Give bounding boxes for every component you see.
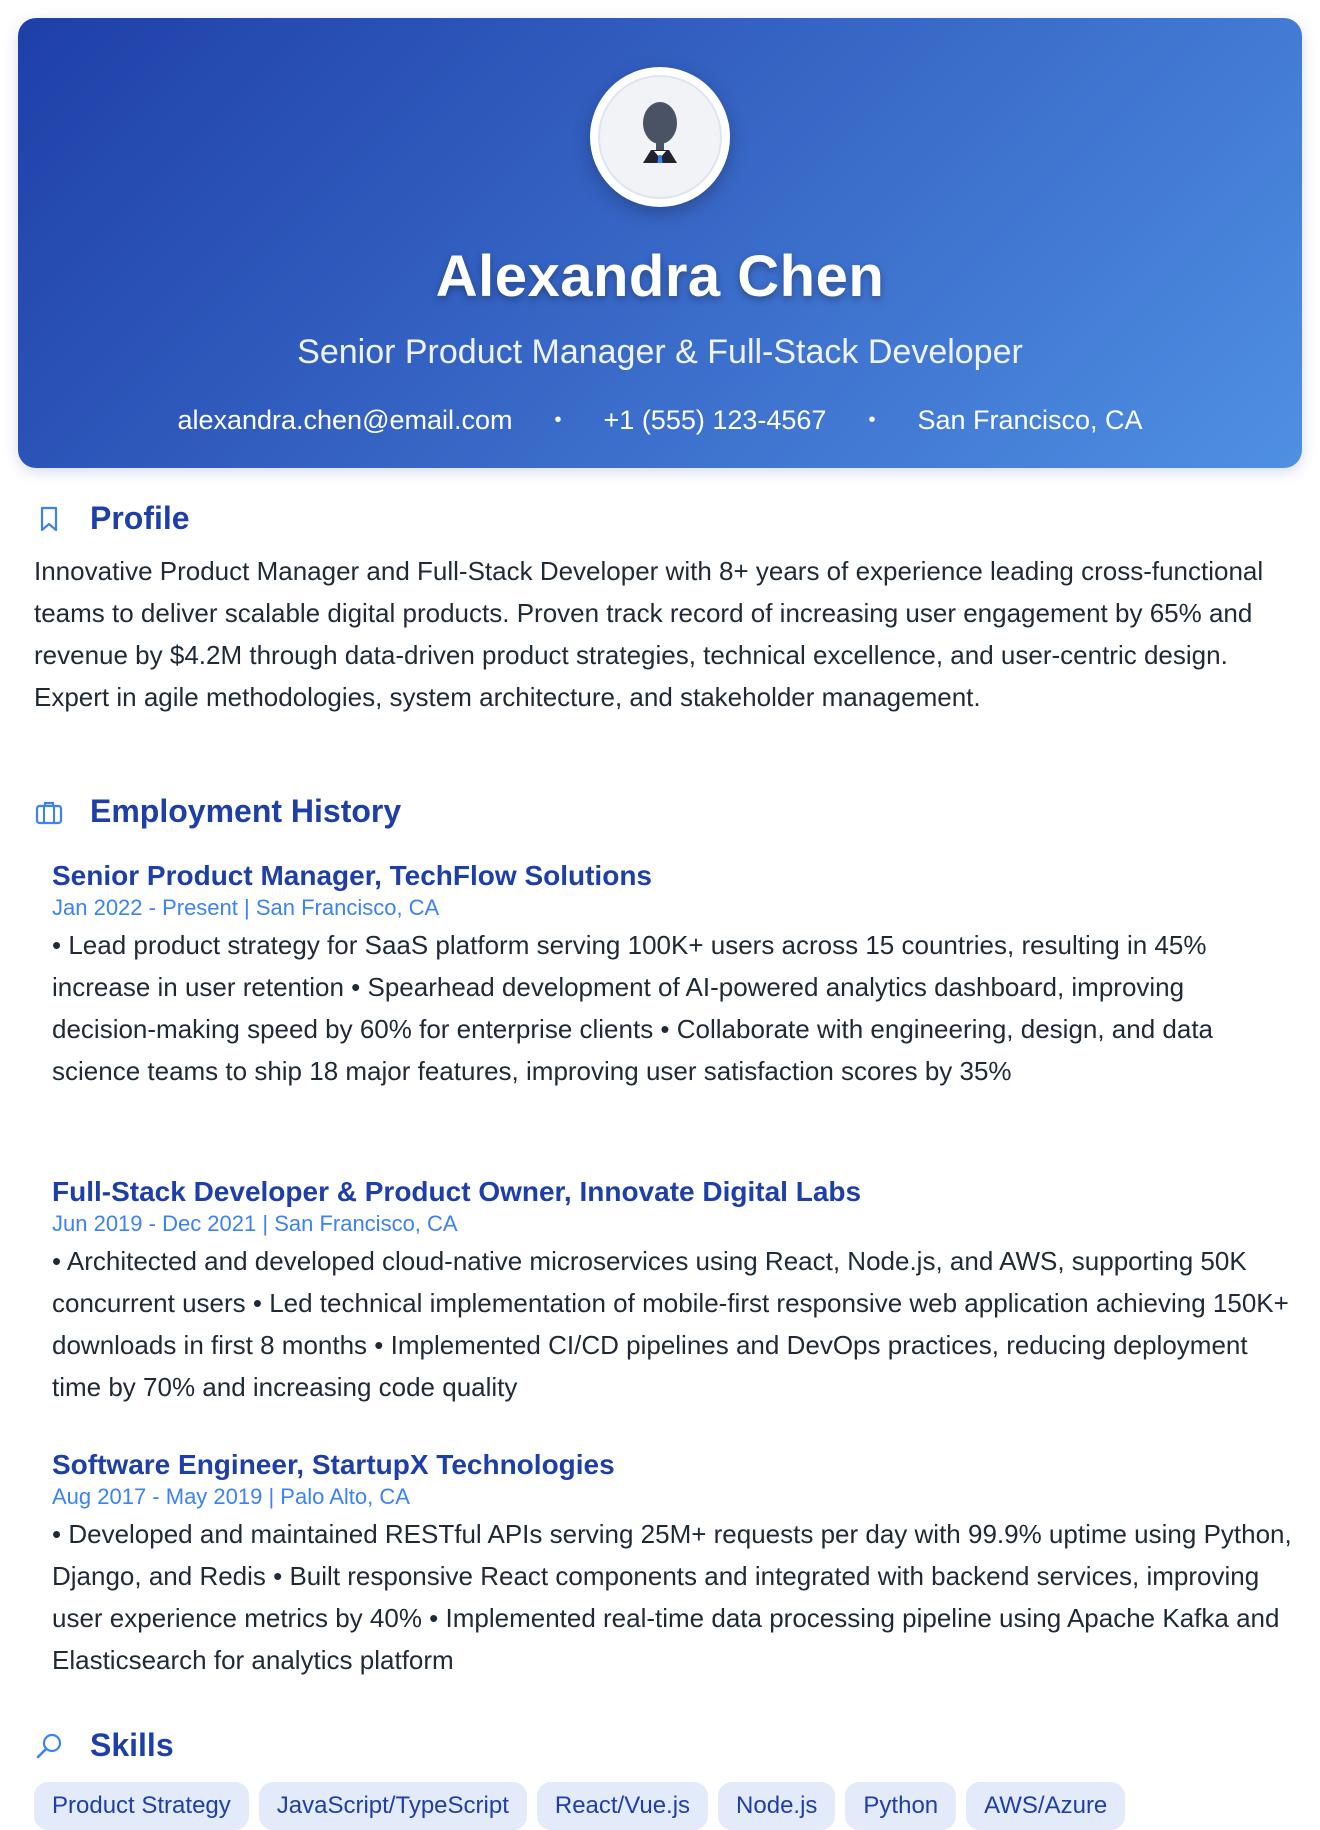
skill-chip: AWS/Azure [966,1782,1125,1830]
skill-chip: Product Strategy [34,1782,249,1830]
skill-chip: Node.js [718,1782,835,1830]
person-icon [590,67,730,207]
bookmark-icon [34,504,64,534]
job-entry [52,1174,1292,1408]
contact-separator: • [868,409,876,431]
job-entry [52,858,1292,1092]
skills-list [34,1782,1125,1830]
profile-summary: Innovative Product Manager and Full-Stack Developer with 8+ years of experience leading cross-functional teams to deliver scalable digital products. Proven track record of increasing user engagement by 65% and revenue by $4.2M through data-driven product strategies, technical excellence, and user-centric design. Expert in agile methodologies, system architecture, and stakeholder management. [34,556,1264,712]
avatar [590,67,730,207]
job-title: Software Engineer, StartupX Technologies [52,1449,615,1480]
job-title: Senior Product Manager, TechFlow Solutions [52,860,652,891]
job-meta: Jun 2019 - Dec 2021 | San Francisco, CA [52,1211,458,1236]
candidate-title: Senior Product Manager & Full-Stack Developer [297,333,1023,371]
contact-separator: • [554,409,562,431]
profile-title: Profile [90,500,190,536]
location-text: San Francisco, CA [917,405,1143,435]
skills-section-heading [34,1727,174,1764]
profile-section-heading [34,500,190,537]
skills-title: Skills [90,1727,174,1763]
phone-link[interactable]: +1 (555) 123-4567 [603,405,827,435]
resume-header [18,18,1302,468]
employment-section-heading [34,793,401,830]
email-link[interactable]: alexandra.chen@email.com [177,405,513,435]
job-entry [52,1447,1292,1681]
skill-chip: Python [845,1782,956,1830]
skill-chip: React/Vue.js [537,1782,708,1830]
job-meta: Jan 2022 - Present | San Francisco, CA [52,895,440,920]
contact-info [18,405,1302,436]
job-description: • Architected and developed cloud-native microservices using React, Node.js, and AWS, supporting 50K concurrent users • Led technical implementation of mobile-first responsive web application achieving 150K+ downloads in first 8 months • Implemented CI/CD pipelines and DevOps practices, reducing deployment time by 70% and increasing code quality [52,1246,1289,1402]
job-description: • Lead product strategy for SaaS platform serving 100K+ users across 15 countries, resulting in 45% increase in user retention • Spearhead development of AI-powered analytics dashboard, improving decision-making speed by 60% for enterprise clients • Collaborate with engineering, design, and data science teams to ship 18 major features, improving user satisfaction scores by 35% [52,930,1214,1086]
candidate-name: Alexandra Chen [435,244,885,309]
job-description: • Developed and maintained RESTful APIs serving 25M+ requests per day with 99.9% uptime using Python, Django, and Redis • Built responsive React components and integrated with backend services, improving user experience metrics by 40% • Implemented real-time data processing pipeline using Apache Kafka and Elasticsearch for analytics platform [52,1519,1292,1675]
skill-chip: JavaScript/TypeScript [259,1782,527,1830]
search-icon [34,1731,64,1761]
employment-title: Employment History [90,793,402,829]
job-title: Full-Stack Developer & Product Owner, Innovate Digital Labs [52,1176,862,1207]
briefcase-icon [34,797,64,827]
job-meta: Aug 2017 - May 2019 | Palo Alto, CA [52,1484,410,1509]
